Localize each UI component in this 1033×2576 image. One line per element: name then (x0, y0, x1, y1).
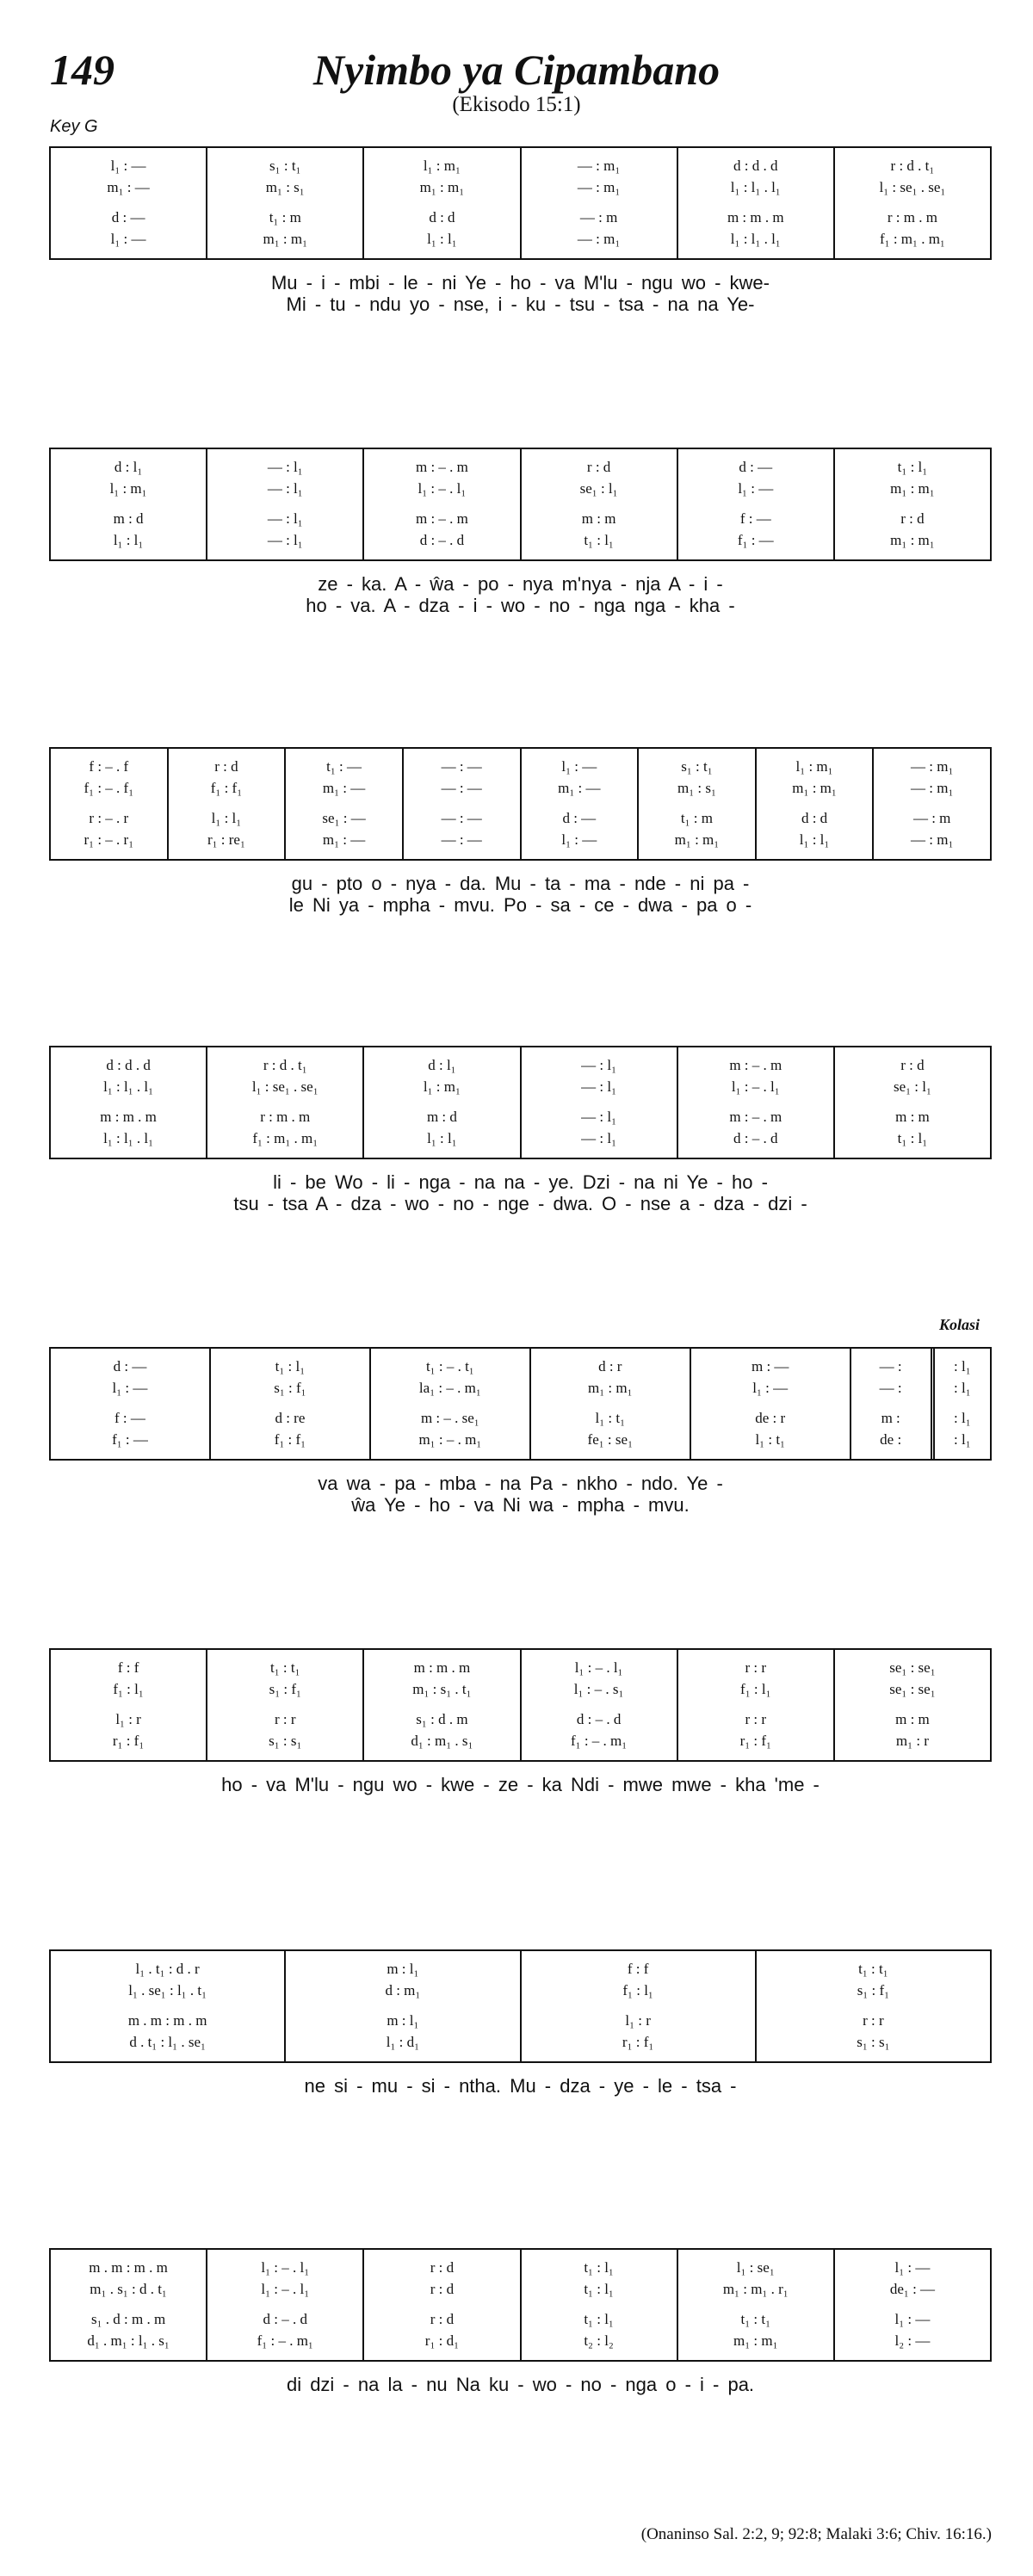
measure (51, 1349, 209, 1459)
voice-notes: l₁ : — (112, 1380, 148, 1396)
voice-notes: m₁ : m₁ (674, 831, 720, 848)
voice-notes: f₁ : l₁ (113, 1681, 144, 1697)
voice-notes: t₁ : l₁ (897, 459, 928, 475)
voice-notes: l₁ : r (625, 2012, 651, 2029)
staff (49, 747, 992, 861)
voice-notes: f : f (627, 1961, 649, 1977)
voice-notes: d : l₁ (428, 1057, 456, 1073)
measure (51, 148, 206, 258)
voice-notes: m : d (426, 1109, 457, 1125)
voice-notes: l₁ : t₁ (595, 1410, 626, 1426)
voice-notes: f₁ : — (737, 532, 774, 548)
voice-notes: l₁ : l₁ (427, 1130, 457, 1146)
measure (677, 1047, 833, 1158)
staff (49, 1949, 992, 2063)
voice-notes: s₁ : f₁ (857, 1982, 890, 1998)
lyric-line: ŵa Ye - ho - va Ni wa - mpha - mvu. (351, 1494, 690, 1516)
voice-notes: t₁ : l₁ (897, 1130, 928, 1146)
voice-notes: la₁ : – . m₁ (418, 1380, 481, 1396)
measure (833, 1047, 990, 1158)
voice-notes: r : d (430, 2259, 455, 2276)
voice-notes: m : m . m (727, 209, 784, 225)
measure (167, 749, 285, 859)
measure (51, 2250, 206, 2360)
voice-notes: — : (879, 1358, 902, 1374)
measure (520, 2250, 677, 2360)
voice-notes: m : – . se₁ (420, 1410, 479, 1426)
voice-notes: m₁ : m₁ (588, 1380, 633, 1396)
voice-notes: r₁ : f₁ (739, 1733, 771, 1749)
voice-notes: d : — (739, 459, 773, 475)
voice-notes: m₁ : — (322, 831, 366, 848)
voice-notes: f₁ : m₁ . m₁ (252, 1130, 319, 1146)
voice-notes: m₁ : s₁ (265, 179, 305, 195)
measure (520, 1047, 677, 1158)
measure (51, 1650, 206, 1760)
voice-notes: — : m₁ (911, 831, 954, 848)
measure (833, 1650, 990, 1760)
voice-notes: m : d (113, 510, 144, 527)
music-system (49, 1949, 992, 2097)
voice-notes: l₁ : m₁ (795, 758, 833, 775)
voice-notes: d : — (111, 209, 145, 225)
voice-notes: f₁ : l₁ (740, 1681, 771, 1697)
voice-notes: t₁ : – . t₁ (425, 1358, 474, 1374)
voice-notes: de : r (755, 1410, 786, 1426)
lyrics (49, 1473, 992, 1516)
staff (49, 1347, 992, 1461)
voice-notes: m . m : m . m (89, 2259, 168, 2276)
measure (637, 749, 755, 859)
lyric-line: di dzi - na la - nu Na ku - wo - no - nga o - i - pa. (286, 2374, 755, 2395)
voice-notes: d : d . d (733, 158, 778, 174)
voice-notes: m : – . m (729, 1057, 782, 1073)
voice-notes: m₁ : m₁ (263, 231, 308, 247)
voice-notes: r : m . m (260, 1109, 311, 1125)
voice-notes: l₁ : — (561, 831, 597, 848)
measure (206, 449, 362, 559)
voice-notes: r : d . t₁ (890, 158, 935, 174)
voice-notes: f : f (117, 1659, 139, 1676)
chorus-label: Kolasi (938, 1316, 980, 1333)
voice-notes: m₁ : m₁ (419, 179, 465, 195)
voice-notes: r : m . m (887, 209, 937, 225)
voice-notes: s₁ : d . m (416, 1711, 468, 1727)
voice-notes: l₁ : l₁ (799, 831, 830, 848)
voice-notes: f : — (739, 510, 771, 527)
voice-notes: d : – . d (419, 532, 465, 548)
lyric-line: tsu - tsa A - dza - wo - no - nge - dwa. O - nse a - dza - dzi - (233, 1193, 807, 1214)
measure (833, 449, 990, 559)
voice-notes: l₁ : m₁ (109, 480, 147, 497)
voice-notes: se₁ : l₁ (579, 480, 618, 497)
voice-notes: m : (881, 1410, 900, 1426)
lyric-line: Mi - tu - ndu yo - nse, i - ku - tsu - tsa - na na Ye- (286, 293, 755, 315)
key-label: Key G (50, 117, 98, 136)
measure (402, 749, 520, 859)
voice-notes: m₁ : — (322, 780, 366, 796)
voice-notes: — : m (912, 810, 951, 826)
voice-notes: l₁ : – . l₁ (418, 480, 467, 497)
voice-notes: m₁ : s₁ (677, 780, 716, 796)
voice-notes: r : d (214, 758, 238, 775)
voice-notes: : l₁ (954, 1358, 971, 1374)
voice-notes: m₁ : m₁ (792, 780, 837, 796)
voice-notes: m₁ : — (558, 780, 601, 796)
voice-notes: — : l₁ (581, 1057, 617, 1073)
voice-notes: t₁ : m (269, 209, 301, 225)
measure (206, 1047, 362, 1158)
measure (833, 2250, 990, 2360)
voice-notes: m₁ : r (895, 1733, 929, 1749)
voice-notes: l₁ : — (894, 2311, 931, 2327)
music-system (49, 146, 992, 315)
voice-notes: f₁ : — (112, 1431, 148, 1448)
lyrics (49, 2075, 992, 2097)
measure (284, 749, 402, 859)
voice-notes: l₁ : – . l₁ (261, 2281, 310, 2297)
voice-notes: s₁ : f₁ (269, 1681, 301, 1697)
voice-notes: l₁ . se₁ : l₁ . t₁ (128, 1982, 207, 1998)
lyric-line: ho - va M'lu - ngu wo - kwe - ze - ka Ndi - mwe mwe - kha 'me - (221, 1774, 820, 1795)
measure (206, 2250, 362, 2360)
voice-notes: — : m₁ (577, 158, 621, 174)
music-system (49, 2248, 992, 2395)
measure (529, 1349, 690, 1459)
voice-notes: l₁ : t₁ (755, 1431, 785, 1448)
measure (209, 1349, 369, 1459)
voice-notes: m . m : m . m (127, 2012, 207, 2029)
measure (206, 148, 362, 258)
staff (49, 448, 992, 561)
voice-notes: m : – . m (415, 510, 468, 527)
voice-notes: t₁ : l₁ (584, 2281, 614, 2297)
lyrics (49, 873, 992, 916)
measure (520, 449, 677, 559)
voice-notes: r : r (863, 2012, 884, 2029)
voice-notes: m₁ : s₁ . t₁ (412, 1681, 472, 1697)
voice-notes: : l₁ (954, 1410, 971, 1426)
voice-notes: d : – . d (733, 1130, 778, 1146)
voice-notes: f : – . f (89, 758, 129, 775)
voice-notes: : l₁ (954, 1431, 971, 1448)
measure (51, 1951, 284, 2061)
voice-notes: — : (879, 1380, 902, 1396)
measure (362, 1650, 519, 1760)
voice-notes: l₁ : — (738, 480, 774, 497)
voice-notes: — : m₁ (577, 231, 621, 247)
music-system (49, 747, 992, 916)
voice-notes: m : m (895, 1109, 930, 1125)
voice-notes: d : d . d (106, 1057, 151, 1073)
voice-notes: — : m₁ (911, 780, 954, 796)
voice-notes: s₁ : s₁ (857, 2034, 890, 2050)
voice-notes: l₁ : se₁ (736, 2259, 775, 2276)
lyric-line: ho - va. A - dza - i - wo - no - nga nga - kha - (306, 595, 735, 616)
song-number: 149 (50, 46, 114, 94)
measure (520, 148, 677, 258)
voice-notes: f₁ : f₁ (210, 780, 243, 796)
staff (49, 1046, 992, 1159)
voice-notes: l₁ : l₁ . l₁ (730, 231, 781, 247)
measure (520, 749, 638, 859)
voice-notes: — : l₁ (581, 1078, 617, 1095)
voice-notes: d : – . d (576, 1711, 622, 1727)
lyric-line: Mu - i - mbi - le - ni Ye - ho - va M'lu - ngu wo - kwe- (270, 272, 770, 293)
voice-notes: r : r (274, 1711, 296, 1727)
measure (362, 2250, 519, 2360)
voice-notes: t₂ : l₂ (584, 2332, 614, 2349)
voice-notes: r : – . r (89, 810, 129, 826)
measure (520, 1650, 677, 1760)
voice-notes: d . t₁ : l₁ . se₁ (129, 2034, 206, 2050)
measure (369, 1349, 529, 1459)
voice-notes: m₁ : m₁ . r₁ (722, 2281, 789, 2297)
voice-notes: — : m (579, 209, 618, 225)
voice-notes: f₁ : – . m₁ (257, 2332, 313, 2349)
music-system (49, 1316, 992, 1516)
voice-notes: d : l₁ (114, 459, 143, 475)
voice-notes: r₁ : d₁ (424, 2332, 460, 2349)
voice-notes: — : — (441, 758, 482, 775)
measure (284, 1951, 519, 2061)
measure (51, 449, 206, 559)
voice-notes: t₁ : l₁ (584, 532, 614, 548)
voice-notes: r : d (900, 510, 925, 527)
voice-notes: — : — (441, 810, 482, 826)
measure (755, 1951, 990, 2061)
measure (362, 1047, 519, 1158)
voice-notes: — : l₁ (267, 510, 303, 527)
voice-notes: s₁ : t₁ (269, 158, 301, 174)
voice-notes: l₁ : l₁ (113, 532, 144, 548)
voice-notes: l₁ . t₁ : d . r (135, 1961, 200, 1977)
voice-notes: m₁ : — (107, 179, 150, 195)
music-system (49, 448, 992, 616)
voice-notes: r₁ : – . r₁ (84, 831, 134, 848)
scripture-references: (Onaninso Sal. 2:2, 9; 92:8; Malaki 3:6; Chiv. 16:16.) (640, 2525, 992, 2543)
voice-notes: l₁ : l₁ (211, 810, 242, 826)
voice-notes: f₁ : – . m₁ (570, 1733, 628, 1749)
voice-notes: r : d (900, 1057, 925, 1073)
voice-notes: m : – . m (729, 1109, 782, 1125)
voice-notes: r₁ : f₁ (622, 2034, 654, 2050)
voice-notes: m₁ : m₁ (890, 480, 935, 497)
voice-notes: d : m₁ (385, 1982, 421, 1998)
voice-notes: t₁ : t₁ (740, 2311, 771, 2327)
song-subtitle: (Ekisodo 15:1) (452, 93, 581, 116)
voice-notes: — : l₁ (267, 532, 303, 548)
voice-notes: l₁ : se₁ . se₁ (251, 1078, 319, 1095)
voice-notes: d₁ . m₁ : l₁ . s₁ (87, 2332, 170, 2349)
voice-notes: r : d (430, 2311, 455, 2327)
measure (520, 1951, 755, 2061)
measure (755, 749, 873, 859)
voice-notes: l₁ : m₁ (423, 1078, 461, 1095)
voice-notes: t₁ : t₁ (858, 1961, 888, 1977)
lyric-line: le Ni ya - mpha - mvu. Po - sa - ce - dwa - pa o - (288, 894, 752, 916)
measure (677, 1650, 833, 1760)
lyrics (49, 573, 992, 616)
voice-notes: se₁ : se₁ (889, 1681, 936, 1697)
voice-notes: l₁ : – . l₁ (731, 1078, 780, 1095)
measure (362, 449, 519, 559)
voice-notes: l₁ : se₁ . se₁ (879, 179, 946, 195)
staff (49, 1648, 992, 1762)
measure (206, 1650, 362, 1760)
measure (850, 1349, 931, 1459)
voice-notes: m : — (751, 1358, 789, 1374)
voice-notes: f₁ : l₁ (622, 1982, 653, 1998)
voice-notes: d : r (598, 1358, 622, 1374)
voice-notes: t₁ : t₁ (269, 1659, 300, 1676)
voice-notes: l₁ : r (115, 1711, 141, 1727)
voice-notes: l₁ : l₁ (427, 231, 457, 247)
voice-notes: — : m₁ (577, 179, 621, 195)
voice-notes: r : d (586, 459, 611, 475)
voice-notes: de₁ : — (889, 2281, 936, 2297)
voice-notes: d : re (275, 1410, 306, 1426)
voice-notes: m : m . m (100, 1109, 157, 1125)
voice-notes: d : — (113, 1358, 147, 1374)
measure (51, 1047, 206, 1158)
voice-notes: l₁ : l₁ . l₁ (730, 179, 781, 195)
voice-notes: — : m₁ (911, 758, 954, 775)
voice-notes: l₁ : l₁ . l₁ (103, 1078, 154, 1095)
voice-notes: f₁ : m₁ . m₁ (880, 231, 945, 247)
voice-notes: m : m (581, 510, 616, 527)
voice-notes: m : l₁ (387, 1961, 419, 1977)
measure (690, 1349, 850, 1459)
song-title: Nyimbo ya Cipambano (312, 46, 721, 94)
staff (49, 146, 992, 260)
lyrics (49, 1171, 992, 1214)
voice-notes: de : (880, 1431, 902, 1448)
lyrics (49, 1774, 992, 1795)
voice-notes: m₁ : – . m₁ (418, 1431, 482, 1448)
voice-notes: — : — (441, 831, 482, 848)
voice-notes: l₁ : – . l₁ (574, 1659, 623, 1676)
voice-notes: l₁ : l₁ . l₁ (103, 1130, 154, 1146)
voice-notes: l₁ : – . l₁ (261, 2259, 310, 2276)
voice-notes: f : — (114, 1410, 145, 1426)
voice-notes: d : d (429, 209, 455, 225)
voice-notes: m : m . m (413, 1659, 471, 1676)
voice-notes: m : m (895, 1711, 930, 1727)
voice-notes: d : d (801, 810, 828, 826)
lyric-line: ne si - mu - si - ntha. Mu - dza - ye - le - tsa - (304, 2075, 737, 2097)
voice-notes: m : l₁ (387, 2012, 419, 2029)
voice-notes: — : l₁ (267, 480, 303, 497)
voice-notes: l₁ : – . s₁ (573, 1681, 624, 1697)
voice-notes: s₁ : s₁ (269, 1733, 302, 1749)
voice-notes: — : l₁ (581, 1109, 617, 1125)
voice-notes: se₁ : — (322, 810, 366, 826)
measure (872, 749, 990, 859)
voice-notes: d : — (562, 810, 597, 826)
voice-notes: m₁ : m₁ (733, 2332, 778, 2349)
voice-notes: r : d . t₁ (263, 1057, 307, 1073)
voice-notes: t₁ : l₁ (275, 1358, 306, 1374)
lyric-line: gu - pto o - nya - da. Mu - ta - ma - nde - ni pa - (291, 873, 750, 894)
voice-notes: se₁ : se₁ (889, 1659, 936, 1676)
voice-notes: s₁ . d : m . m (90, 2311, 166, 2327)
voice-notes: r : d (430, 2281, 455, 2297)
voice-notes: m₁ : m₁ (890, 532, 935, 548)
voice-notes: l₁ : — (110, 158, 146, 174)
measure (51, 749, 167, 859)
voice-notes: t₁ : m (680, 810, 713, 826)
voice-notes: t₁ : l₁ (584, 2259, 614, 2276)
music-system (49, 1648, 992, 1795)
voice-notes: r₁ : f₁ (112, 1733, 145, 1749)
measure (833, 148, 990, 258)
lyrics (49, 272, 992, 315)
voice-notes: se₁ : l₁ (893, 1078, 931, 1095)
measure (677, 148, 833, 258)
voice-notes: r : r (745, 1711, 767, 1727)
lyrics (49, 2374, 992, 2395)
voice-notes: m₁ . s₁ : d . t₁ (90, 2281, 167, 2297)
lyric-line: va wa - pa - mba - na Pa - nkho - ndo. Ye - (318, 1473, 723, 1494)
voice-notes: : l₁ (954, 1380, 971, 1396)
music-system (49, 1046, 992, 1214)
voice-notes: s₁ : t₁ (681, 758, 713, 775)
measure (677, 2250, 833, 2360)
voice-notes: l₁ : — (110, 231, 146, 247)
voice-notes: — : l₁ (581, 1130, 617, 1146)
voice-notes: l₁ : — (752, 1380, 789, 1396)
voice-notes: l₁ : d₁ (386, 2034, 420, 2050)
staff (49, 2248, 992, 2362)
voice-notes: l₁ : — (894, 2259, 931, 2276)
lyric-line: ze - ka. A - ŵa - po - nya m'nya - nja A - i - (318, 573, 723, 595)
voice-notes: f₁ : f₁ (274, 1431, 306, 1448)
lyric-line: li - be Wo - li - nga - na na - ye. Dzi - na ni Ye - ho - (273, 1171, 768, 1193)
measure (362, 148, 519, 258)
voice-notes: t₁ : l₁ (584, 2311, 614, 2327)
voice-notes: t₁ : — (326, 758, 362, 775)
measure (931, 1349, 990, 1459)
voice-notes: d₁ : m₁ . s₁ (411, 1733, 473, 1749)
voice-notes: l₁ : — (561, 758, 597, 775)
voice-notes: m : – . m (415, 459, 468, 475)
voice-notes: d : – . d (263, 2311, 307, 2327)
voice-notes: f₁ : – . f₁ (84, 780, 134, 796)
voice-notes: r : r (745, 1659, 767, 1676)
measure (677, 449, 833, 559)
voice-notes: r₁ : re₁ (207, 831, 245, 848)
voice-notes: l₂ : — (894, 2332, 931, 2349)
voice-notes: fe₁ : se₁ (587, 1431, 633, 1448)
voice-notes: — : l₁ (267, 459, 303, 475)
voice-notes: — : — (441, 780, 482, 796)
voice-notes: s₁ : f₁ (274, 1380, 306, 1396)
voice-notes: l₁ : m₁ (423, 158, 461, 174)
